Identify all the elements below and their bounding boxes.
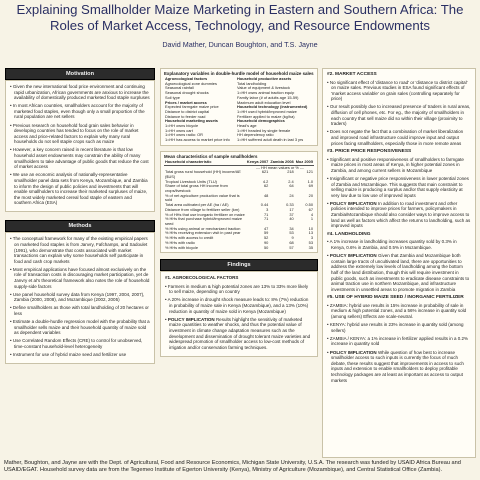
finding-bullet: • A 1% increase in landholding increases quantity sold by 0.3% in Kenya, 0.6% in Zambia, and 0.5% in Mozambique. <box>327 239 471 250</box>
finding-bullet: • Significant and positive responsiveness of smallholders to farmgate maize prices in most areas of Kenya, in higher potential zones in Zambia, and among current sellers in Mozambique <box>327 157 471 174</box>
methods-bullet: • Instrument for use of hybrid maize seed and fertilizer use <box>10 352 150 358</box>
table-cell: 9 <box>291 235 294 241</box>
table-cell: 0.44 <box>260 202 269 208</box>
table-cell: 121 <box>306 169 313 175</box>
table-cell: 621 <box>261 169 269 175</box>
policy-text: In addition to road investment and other policies intended to improve prices for farmers, policymakers in Zambia/Mozambique should also consider ways to improve access to land as well as factors which affect the returns to landholding, such as improved inputs <box>331 200 471 229</box>
table-cell: 0.33 <box>286 202 294 208</box>
table-cell: 40 <box>289 216 294 222</box>
finding-5-title: #5. USE OF HYBRID MAIZE SEED / INORGANIC FERTILIZER <box>327 295 464 301</box>
table-cell: Household technology (instrumented) <box>237 104 308 110</box>
unit-label: --- HH mean values or % --- <box>256 164 304 170</box>
table-cell: Expected farmgate maize price <box>165 104 219 110</box>
table-header-cell: Household characteristic <box>165 158 212 164</box>
table-cell: 1=HH has access to market price info <box>165 137 230 143</box>
methods-bullet: • Most empirical applications have focused almost exclusively on the role of transaction costs in discouraging market participation, yet de Janvry et al's theoretical framework also notes the role of household supply-side factors <box>10 267 150 289</box>
motivation-bullet: • Given the new international food price environment and continuing rapid urbanization, African governments are anxious to increase the availability of domestically produced marketed food staple surpluses <box>10 84 150 101</box>
middle-column <box>160 68 318 458</box>
finding-bullet: • Farmers in medium & high potential zones are 13% to 33% more likely to sell maize, depending on country <box>165 284 313 295</box>
table-cell: 71 <box>264 216 269 222</box>
methods-bullet: • Use panel household survey data from Kenya (1997, 2004, 2007), Zambia (2000, 2008), and Mozambique (2002, 2005) <box>10 292 150 303</box>
finding-3-list <box>327 157 471 229</box>
table-cell: Family labor (# of adults age 15-59) <box>237 94 299 100</box>
table-cell: 47 <box>264 225 269 231</box>
table-cell: % HHs with bicycle <box>165 244 199 250</box>
table-cell: Agroecological zone dummies <box>165 80 217 86</box>
table-cell: 3 <box>266 206 269 212</box>
methods-bullet: • Define smallholders as those with total landholding of 20 hectares or less <box>10 305 150 316</box>
table-cell: Fertilizer applied to maize (kg/ha) <box>237 113 295 119</box>
right-column <box>322 68 476 458</box>
table-cell: 1=HH headed by single female <box>237 127 291 133</box>
table-cell: Prices / market access <box>165 99 207 105</box>
table-cell: 0.50 <box>305 202 313 208</box>
table1-grid <box>164 77 314 143</box>
table-cell: Total landholding <box>237 80 267 86</box>
motivation-bullet: • However, a key concern raised in recent literature is that low household asset endowments may constrain the ability of many smallholders to take advantage of public goods that reduce the cost of market access <box>10 147 150 169</box>
table-cell: 4 <box>310 211 313 217</box>
table-cell: 20 <box>308 192 313 198</box>
table-cell: Household productive assets <box>237 76 292 81</box>
policy-label: POLICY IMPLICATION <box>329 200 377 206</box>
poster-title: Explaining Smallholder Maize Marketing in Eastern and Southern Africa: The Roles of Market Access, Technology, and Resource Endowments <box>16 2 464 33</box>
poster-footer: Mather, Boughton, and Jayne are with the Dept. of Agricultural, Food and Resource Economics, Michigan State University, U.S.A. The research was funded by USAID Africa Bureau and USAID/EGAT. Household survey data are from the Tegemeo Institute of Egerton University (Kenya), Ministry of Agriculture (Mozambique), and Central Statistical Office (Zambia). <box>4 460 461 473</box>
table-cell: 52 <box>264 235 269 241</box>
results-panel <box>322 68 476 458</box>
finding-4-list <box>327 239 471 292</box>
table-cell: 69 <box>308 183 313 189</box>
policy-text: While question of how best to increase smallholder access to such inputs is currently the focus of much debate, these results suggest that improvements in access to such inputs and extension to enable smallholders to deploy profitable technology packages are at least as important as access to output markets <box>331 349 464 383</box>
table-cell: Value of equipment & livestock <box>237 85 290 91</box>
table-cell: 53 <box>308 239 313 245</box>
table-cell: % HHs using animal or mechanized traction <box>165 225 241 231</box>
table-cell: 24 <box>289 192 294 198</box>
table-cell: 67 <box>308 206 313 212</box>
table-cell: 3 <box>310 235 313 241</box>
policy-implication <box>327 201 471 229</box>
motivation-list <box>10 84 150 206</box>
table-cell: HH dependency ratio <box>237 132 274 138</box>
table-cell: Distance to district capital <box>165 108 210 114</box>
table-row <box>164 246 314 251</box>
mean-characteristics-table <box>160 151 318 253</box>
table-cell: 64 <box>289 183 294 189</box>
finding-bullet: • No significant effect of 'distance to road' or 'distance to district capital' on maize sales. Previous studies in ESA found significant effects of 'market access variable' on grain sales (controlling separately for price) <box>327 80 471 102</box>
table-cell: 57 <box>289 244 294 250</box>
table-header-cell: Kenya 2007 <box>246 158 269 164</box>
policy-label: POLICY IMPLICATION <box>329 253 377 259</box>
finding-4-title: #4. LANDHOLDING <box>327 231 371 237</box>
table-cell: Seasonal rainfall <box>165 85 194 91</box>
finding-bullet: • ZAMBIA / KENYA: a 1% increase in fertilizer applied results in a 0.2% increase in quantity sold <box>327 336 471 347</box>
table-cell: 218 <box>287 169 294 175</box>
table-row <box>164 138 314 143</box>
table-cell: 1=HH owns cart <box>165 127 193 133</box>
motivation-bullet: • We use an economic analysis of nationally-representative smallholder panel data sets from Kenya, Mozambique, and Zambia to inform the design of public policies and investments that will enable smallholders to increase their marketed surpluses of maize, the most widely marketed cereal food staple of eastern and southern Africa (ESA) <box>10 172 150 206</box>
table-cell: Share of total gross HH income from crops/livestock <box>165 183 228 194</box>
table-cell: Distance to feeder road <box>165 113 206 119</box>
policy-label: POLICY IMPLICATION <box>329 349 377 355</box>
explanatory-variables-table <box>160 68 318 146</box>
table-cell: 37 <box>289 211 294 217</box>
finding-3-title: #3. PRICE PRICE RESPONSIVENESS <box>327 149 412 155</box>
finding-2-title: #2. MARKET ACCESS <box>327 72 377 77</box>
table-cell: Total area cultivated per AE (ha / AE) <box>165 202 229 208</box>
table-cell: 2.4 <box>288 178 294 184</box>
table-cell: Head's age <box>237 123 257 129</box>
poster-authors: David Mather, Duncan Boughton, and T.S. Jayne <box>162 40 318 49</box>
findings-body <box>160 271 318 357</box>
methods-bullet: • Use Correlated Random Effects (CRE) to control for unobserved, time-constant household-level heterogeneity <box>10 338 150 349</box>
table-cell: 1=HH owns bicycle <box>165 123 199 129</box>
table-cell: % HHs with radio <box>165 239 195 245</box>
policy-text: Given that Zambia and Mozambique both contain large tracts of uncultivated land, there are opportunities to address the extremely low levels of landholding among the bottom half of the land distribution, though this will require investment in public goods, such as investments to eradicate disease constraints to animal traction use in northern Mozambique, and infrastructure investments in unsettled areas to promote migration in Zambia <box>331 253 470 292</box>
table-cell: Seasonal drought shocks <box>165 90 209 96</box>
table-cell: Total gross rural household (HH) income/AE ($US) <box>165 169 241 179</box>
finding-bullet: • Our result possibly due to increased presence of traders in rural areas, diffusion of cell phones, etc. For eg., the majority of smallholders in each country that sell maize did so within their village (proximity to traders) <box>327 104 471 126</box>
methods-bullet: • Estimate a double-hurdle regression model with the probability that a smallholder sells maize and their household quantity of maize sold as dependent variables <box>10 319 150 336</box>
table-cell: Soil type <box>165 94 180 100</box>
finding-bullet: • A 20% increase in drought shock measure leads to: 8% (7%) reduction in probability of maize sale in Kenya (Mozambique), and a 13% (10%) reduction in quantity of maize sold in Kenya (Mozambique) <box>165 297 313 314</box>
table-cell: 90 <box>264 239 269 245</box>
table-cell: Agroecological factors <box>165 76 208 81</box>
table-cell: 71 <box>264 211 269 217</box>
methods-heading: Methods <box>5 220 155 232</box>
methods-bullet: • The conceptual framework for many of the existing empirical papers on marketed food staples is from Janvry, Fafchamps, and Sadoulet (1991), who demonstrate that costs associated with market transactions can explain why some households self participate in food and cash crop markets <box>10 236 150 264</box>
table-cell: % of HHs that use inorganic fertilizer on maize <box>165 211 245 217</box>
table-cell: 4.2 <box>262 178 269 184</box>
table-cell: 34 <box>289 225 294 231</box>
table-cell: % HHs with access to credit <box>165 235 214 241</box>
finding-1-list <box>165 284 313 351</box>
finding-bullet: • ZAMBIA: hybrid use results in 15% increase in probability of sale in medium & high potential zones, and a 56% increase in quantity sold (among sellers) Effects are scale-neutral. <box>327 303 471 320</box>
table-cell: 68 <box>289 239 294 245</box>
table-cell: Maximum adult education level <box>237 99 291 105</box>
table-cell: 35 <box>308 244 313 250</box>
table1-caption: Explanatory variables in double-hurdle model of household maize sales <box>164 71 314 76</box>
finding-bullet: • Insignificant or negative price responsiveness in lower potential zones of Zambia and Mozambique. This suggests that main constraint to selling maize is producing a surplus and/or that supply elasticity at very low due to low use of improved inputs <box>327 176 471 198</box>
findings-heading: Findings <box>160 259 318 271</box>
table-cell: 62 <box>264 183 269 189</box>
table2-caption: Mean characteristics of sample smallholders <box>164 153 258 159</box>
table-cell: 1=HH suffered adult death in last 3 yrs <box>237 137 304 143</box>
policy-implication <box>327 253 471 292</box>
policy-implication <box>165 317 313 351</box>
motivation-bullet: • In most African countries, smallholders account for the majority of marketed food staples, even though only a small proportion of the rural population are net sellers <box>10 103 150 120</box>
finding-5-list <box>327 303 471 383</box>
finding-bullet: • Does not negate the fact that a combination of market liberalization and improved road infrastructure could improve input and output prices facing smallholders, especially those in more remote areas <box>327 129 471 146</box>
table-cell: 1.0 <box>307 178 313 184</box>
table2-grid <box>164 160 314 250</box>
table-cell: % HHs receiving extension visit in past year <box>165 230 241 236</box>
table-cell: 13 <box>308 230 313 236</box>
table-cell: 48 <box>264 192 269 198</box>
table-header-cell: Moz 2005 <box>295 158 313 164</box>
motivation-body <box>5 80 155 212</box>
table-cell: % of net agriculture production value that is sold <box>165 192 240 203</box>
table-cell: 1=HH owns radio: OR <box>165 132 203 138</box>
table-cell: 1=HH owns animal traction equip <box>237 90 295 96</box>
table-cell: 17 <box>289 206 294 212</box>
table-header-cell: Zambia 2008 <box>270 158 294 164</box>
table-cell: Tropical Livestock Units (TLU) <box>165 178 217 184</box>
policy-text: Results highlight the sensitivity of marketed maize quantities to weather shocks, and thus the potential value of investment in climate change adaptation measures such as the development and dissemination of drought tolerant maize varieties and widespread promotion of smallholder access to low-cost methods of irrigation and/or conservation farming techniques. <box>169 316 311 350</box>
policy-implication <box>327 350 471 384</box>
table-cell: % HHs that purchase hybrid/improved maize seed <box>165 216 242 226</box>
finding-bullet: • KENYA: hybrid use results in 23% increase in quantity sold (among sellers) <box>327 322 471 333</box>
table-cell: 53 <box>289 230 294 236</box>
poster-header <box>0 0 480 62</box>
table-cell: Household demographics <box>237 118 285 124</box>
finding-1-title: #1. AGROECOLOGICAL FACTORS <box>165 275 239 281</box>
policy-label: POLICY IMPLICATION <box>167 316 215 322</box>
motivation-bullet: • Previous research on household food grain sales behavior in developing countries has tended to focus on the role of market access and price-related factors to explain why many rural households do not sell staple crops such as maize <box>10 123 150 145</box>
table-cell: 1 <box>310 216 313 222</box>
table-cell: Household marketing assets <box>165 118 218 124</box>
table-cell: Distance from village to fertilizer seller (km) <box>165 206 240 212</box>
table-cell: 59 <box>264 230 269 236</box>
left-column <box>5 68 155 458</box>
finding-2-list <box>327 80 471 147</box>
methods-list <box>10 236 150 357</box>
table-cell: 10 <box>308 225 313 231</box>
motivation-heading: Motivation <box>5 68 155 80</box>
table-cell: 50 <box>264 244 269 250</box>
methods-body <box>5 232 155 364</box>
table-cell: 1=HH used hybrid/improved maize <box>237 108 297 114</box>
